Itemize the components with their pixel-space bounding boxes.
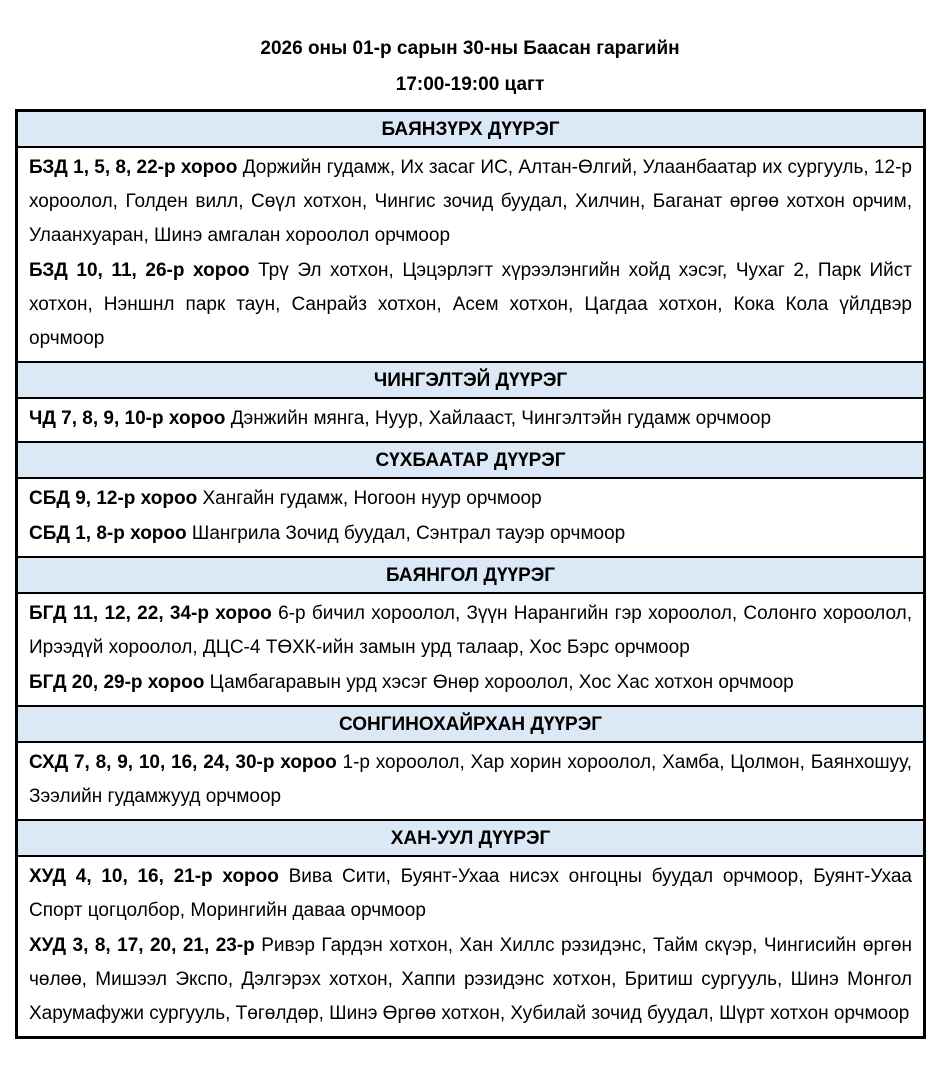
- district-content-cell: [17, 593, 925, 706]
- khoroo-label: СБД 1, 8-р хороо: [29, 523, 192, 544]
- khoroo-label: СБД 9, 12-р хороо: [29, 488, 203, 509]
- district-header-row: [17, 442, 925, 478]
- outage-table-body: [17, 111, 925, 1038]
- district-content-row: [17, 593, 925, 706]
- district-header: БАЯНГОЛ ДҮҮРЭГ: [17, 557, 925, 593]
- area-list: Ривэр Гардэн хотхон, Хан Хиллс рэзидэнс, Тайм скүэр, Чингисийн өргөн чөлөө, Мишээл Экспо, Дэлгэрэх хотхон, Хаппи рэзидэнс хотхон, Бритиш сургууль, Шинэ Монгол Харумафужи сургууль, Төгөлдөр, Шинэ Өргөө хотхон, Хубилай зочид буудал, Шүрт хотхон орчмоор: [29, 935, 912, 1024]
- khoroo-label: ХУД 3, 8, 17, 20, 21, 23-р: [29, 935, 262, 956]
- area-list: Вива Сити, Буянт-Ухаа нисэх онгоцны буудал орчмоор, Буянт-Ухаа Спорт цогцолбор, Морингийн даваа орчмоор: [29, 866, 913, 921]
- outage-row: [29, 746, 912, 814]
- area-list: 6-р бичил хороолол, Зүүн Нарангийн гэр хороолол, Солонго хороолол, Ирээдүй хороолол, ДЦС-4 ТӨХК-ийн замын урд талаар, Хос Бэрс орчмоор: [29, 603, 912, 658]
- district-content-cell: [17, 478, 925, 557]
- district-content-cell: [17, 742, 925, 820]
- khoroo-label: БГД 20, 29-р хороо: [29, 672, 210, 693]
- area-list: Доржийн гудамж, Их засаг ИС, Алтан-Өлгий, Улаанбаатар их сургууль, 12-р хороолол, Голден вилл, Сөүл хотхон, Чингис зочид буудал, Хилчин, Баганат өргөө хотхон орчим, Улаанхуаран, Шинэ амгалан хороолол орчмоор: [29, 157, 913, 246]
- district-header-row: [17, 706, 925, 742]
- outage-row: [29, 860, 912, 928]
- area-list: Шангрила Зочид буудал, Сэнтрал тауэр орчмоор: [191, 523, 626, 544]
- area-list: 1-р хороолол, Хар хорин хороолол, Хамба, Цолмон, Баянхошуу, Зээлийн гудамжууд орчмоор: [29, 752, 913, 807]
- title-date-line: 2026 оны 01-р сарын 30-ны Баасан гарагийн: [260, 38, 680, 59]
- district-content-cell: [17, 856, 925, 1038]
- district-content-row: [17, 742, 925, 820]
- district-header-row: [17, 820, 925, 856]
- outage-row: [29, 254, 912, 356]
- district-header: СОНГИНОХАЙРХАН ДҮҮРЭГ: [17, 706, 925, 742]
- district-content-row: [17, 398, 925, 442]
- outage-row: [29, 666, 912, 700]
- area-list: Цамбагаравын урд хэсэг Өнөр хороолол, Хос Хас хотхон орчмоор: [209, 672, 794, 693]
- outage-row: [29, 482, 912, 516]
- khoroo-label: БЗД 10, 11, 26-р хороо: [29, 260, 259, 281]
- district-header-row: [17, 111, 925, 148]
- district-content-cell: [17, 398, 925, 442]
- outage-row: [29, 151, 912, 253]
- area-list: Хангайн гудамж, Ногоон нуур орчмоор: [202, 488, 542, 509]
- outage-row: [29, 597, 912, 665]
- district-header: СҮХБААТАР ДҮҮРЭГ: [17, 442, 925, 478]
- area-list: Трү Эл хотхон, Цэцэрлэгт хүрээлэнгийн хойд хэсэг, Чухаг 2, Парк Ийст хотхон, Нэншнл парк таун, Санрайз хотхон, Асем хотхон, Цагдаа хотхон, Кока Кола үйлдвэр орчмоор: [29, 260, 912, 349]
- title-time-line: 17:00-19:00 цагт: [395, 74, 545, 95]
- outage-row: [29, 402, 912, 436]
- khoroo-label: СХД 7, 8, 9, 10, 16, 24, 30-р хороо: [29, 752, 343, 773]
- outage-table: [15, 109, 926, 1039]
- khoroo-label: ЧД 7, 8, 9, 10-р хороо: [29, 408, 231, 429]
- district-header: БАЯНЗҮРХ ДҮҮРЭГ: [17, 111, 925, 148]
- khoroo-label: ХУД 4, 10, 16, 21-р хороо: [29, 866, 289, 887]
- district-content-row: [17, 856, 925, 1038]
- district-content-cell: [17, 147, 925, 362]
- document-title: [0, 38, 940, 96]
- outage-row: [29, 517, 912, 551]
- district-header: ХАН-УУЛ ДҮҮРЭГ: [17, 820, 925, 856]
- khoroo-label: БГД 11, 12, 22, 34-р хороо: [29, 603, 279, 624]
- district-header-row: [17, 557, 925, 593]
- outage-row: [29, 929, 912, 1031]
- area-list: Дэнжийн мянга, Нуур, Хайлааст, Чингэлтэйн гудамж орчмоор: [230, 408, 772, 429]
- district-content-row: [17, 147, 925, 362]
- district-header: ЧИНГЭЛТЭЙ ДҮҮРЭГ: [17, 362, 925, 398]
- district-header-row: [17, 362, 925, 398]
- district-content-row: [17, 478, 925, 557]
- khoroo-label: БЗД 1, 5, 8, 22-р хороо: [29, 157, 243, 178]
